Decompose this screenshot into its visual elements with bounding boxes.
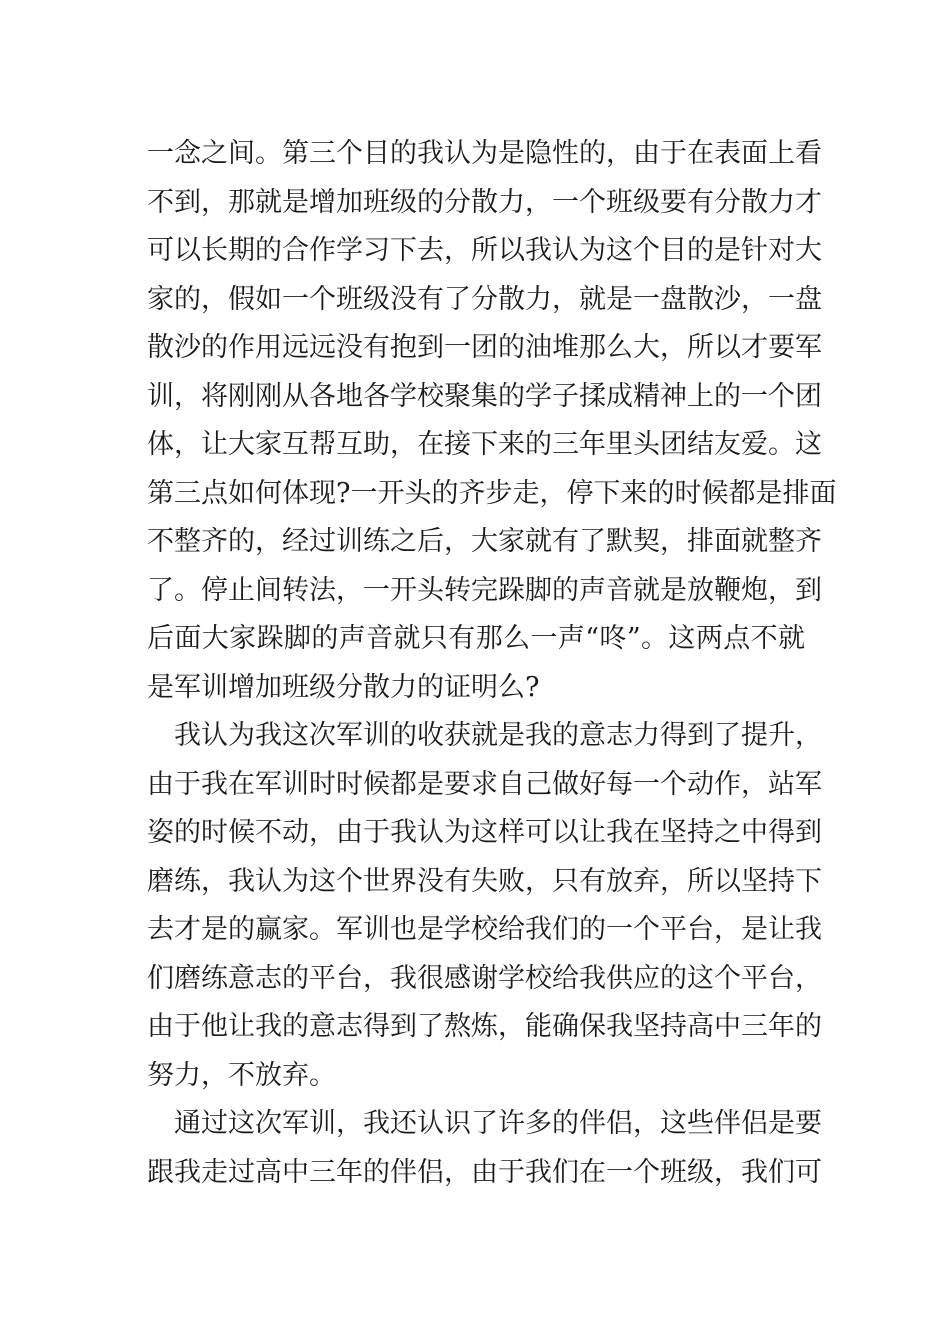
text-line: 我认为我这次军训的收获就是我的意志力得到了提升， — [174, 720, 822, 751]
document-body — [147, 130, 837, 1197]
paragraph-3 — [147, 1100, 822, 1197]
text-line: 通过这次军训，我还认识了许多的伴侣，这些伴侣是要 — [174, 1108, 822, 1139]
text-line: 散沙的作用远远没有抱到一团的油堆那么大，所以才要军 — [147, 332, 822, 363]
paragraph-2 — [147, 712, 822, 1100]
text-line: 了。停止间转法，一开头转完跺脚的声音就是放鞭炮，到 — [147, 574, 822, 606]
text-line: 不整齐的，经过训练之后，大家就有了默契，排面就整齐 — [147, 526, 822, 557]
text-line: 由于我在军训时时候都是要求自己做好每一个动作，站军 — [147, 768, 822, 800]
text-line: 努力，不放弃。 — [147, 1059, 336, 1091]
text-line: 磨练，我认为这个世界没有失败，只有放弃，所以坚持下 — [147, 865, 822, 897]
text-line: 跟我走过高中三年的伴侣，由于我们在一个班级，我们可 — [147, 1156, 822, 1188]
text-line: 是军训增加班级分散力的证明么? — [147, 671, 540, 703]
paragraph-1 — [147, 130, 837, 712]
text-line: 们磨练意志的平台，我很感谢学校给我供应的这个平台， — [147, 962, 822, 994]
text-line: 第三点如何体现?一开头的齐步走，停下来的时候都是排面 — [147, 477, 837, 509]
text-line: 体，让大家互帮互助，在接下来的三年里头团结友爱。这 — [147, 429, 822, 460]
text-line: 可以长期的合作学习下去，所以我认为这个目的是针对大 — [147, 235, 822, 266]
text-line: 姿的时候不动，由于我认为这样可以让我在坚持之中得到 — [147, 817, 822, 848]
text-line: 去才是的赢家。军训也是学校给我们的一个平台，是让我 — [147, 914, 822, 945]
text-line: 后面大家跺脚的声音就只有那么一声“咚”。这两点不就 — [147, 623, 805, 654]
text-line: 家的，假如一个班级没有了分散力，就是一盘散沙，一盘 — [147, 283, 822, 315]
text-line: 不到，那就是增加班级的分散力，一个班级要有分散力才 — [147, 186, 822, 218]
text-line: 一念之间。第三个目的我认为是隐性的，由于在表面上看 — [147, 138, 822, 169]
text-line: 训，将刚刚从各地各学校聚集的学子揉成精神上的一个团 — [147, 380, 822, 412]
text-line: 由于他让我的意志得到了熬炼，能确保我坚持高中三年的 — [147, 1011, 822, 1042]
